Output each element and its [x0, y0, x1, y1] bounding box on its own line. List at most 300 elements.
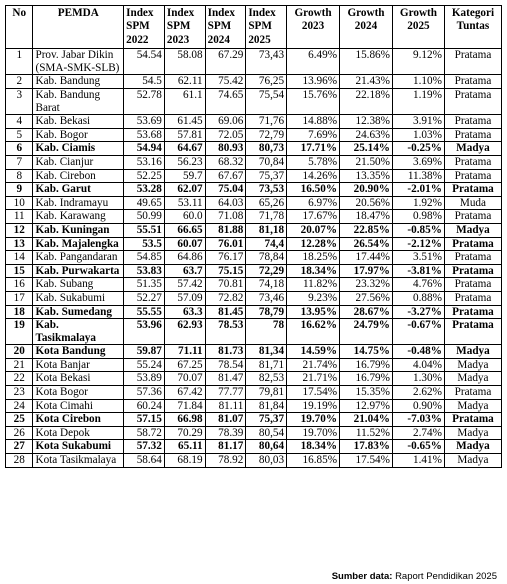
table-row	[6, 115, 502, 129]
cell-kategori: Pratama	[444, 128, 501, 142]
cell-growth-2025: 4.04%	[392, 358, 444, 372]
cell-growth-2024: 27.56%	[340, 291, 393, 305]
header-spm-2023: Index SPM 2023	[164, 6, 205, 49]
cell-growth-2025: -7.03%	[392, 413, 444, 427]
table-header	[6, 6, 502, 49]
cell-growth-2024: 11.52%	[340, 426, 393, 440]
cell-growth-2025: 11.38%	[392, 169, 444, 183]
cell-pemda: Kota Bogor	[33, 386, 124, 400]
cell-spm-2025: 80,73	[246, 142, 287, 156]
cell-spm-2022: 57.15	[124, 413, 165, 427]
cell-no: 15	[6, 264, 33, 278]
cell-no: 11	[6, 210, 33, 224]
cell-spm-2023: 66.65	[164, 223, 205, 237]
cell-growth-2025: 0.98%	[392, 210, 444, 224]
table-row	[6, 454, 502, 468]
cell-spm-2023: 62.07	[164, 183, 205, 197]
cell-spm-2025: 78	[246, 319, 287, 345]
cell-spm-2024: 76.01	[205, 237, 246, 251]
cell-kategori: Pratama	[444, 264, 501, 278]
cell-growth-2023: 6.97%	[287, 196, 340, 210]
cell-kategori: Pratama	[444, 237, 501, 251]
cell-no: 6	[6, 142, 33, 156]
table-row	[6, 264, 502, 278]
cell-spm-2025: 81,34	[246, 345, 287, 359]
cell-pemda: Kab. Purwakarta	[33, 264, 124, 278]
cell-spm-2022: 54.5	[124, 75, 165, 89]
cell-spm-2025: 76,25	[246, 75, 287, 89]
table-row	[6, 413, 502, 427]
cell-growth-2023: 14.59%	[287, 345, 340, 359]
cell-kategori: Pratama	[444, 169, 501, 183]
cell-spm-2024: 75.04	[205, 183, 246, 197]
cell-pemda: Kota Bekasi	[33, 372, 124, 386]
cell-no: 21	[6, 358, 33, 372]
cell-spm-2023: 59.7	[164, 169, 205, 183]
cell-no: 27	[6, 440, 33, 454]
cell-spm-2022: 53.69	[124, 115, 165, 129]
cell-pemda: Kab. Cianjur	[33, 155, 124, 169]
cell-growth-2025: 1.41%	[392, 454, 444, 468]
table-row	[6, 440, 502, 454]
cell-spm-2022: 54.54	[124, 49, 165, 75]
cell-spm-2024: 64.03	[205, 196, 246, 210]
cell-kategori: Pratama	[444, 251, 501, 265]
cell-pemda: Kab. Bogor	[33, 128, 124, 142]
cell-spm-2025: 72,79	[246, 128, 287, 142]
cell-kategori: Madya	[444, 358, 501, 372]
cell-spm-2024: 81.45	[205, 305, 246, 319]
header-kategori: Kategori Tuntas	[444, 6, 501, 49]
source-text: Raport Pendidikan 2025	[395, 571, 497, 582]
cell-spm-2022: 53.96	[124, 319, 165, 345]
cell-growth-2024: 17.44%	[340, 251, 393, 265]
cell-no: 8	[6, 169, 33, 183]
cell-kategori: Madya	[444, 454, 501, 468]
cell-spm-2025: 80,64	[246, 440, 287, 454]
cell-kategori: Pratama	[444, 291, 501, 305]
cell-growth-2024: 21.43%	[340, 75, 393, 89]
cell-kategori: Pratama	[444, 319, 501, 345]
cell-no: 7	[6, 155, 33, 169]
cell-no: 2	[6, 75, 33, 89]
cell-growth-2024: 23.32%	[340, 278, 393, 292]
cell-kategori: Pratama	[444, 386, 501, 400]
cell-kategori: Madya	[444, 372, 501, 386]
cell-no: 10	[6, 196, 33, 210]
cell-growth-2025: -0.67%	[392, 319, 444, 345]
cell-growth-2023: 15.76%	[287, 89, 340, 115]
cell-kategori: Madya	[444, 426, 501, 440]
table-row	[6, 386, 502, 400]
cell-spm-2023: 70.07	[164, 372, 205, 386]
cell-spm-2022: 54.85	[124, 251, 165, 265]
cell-pemda: Kab. Cirebon	[33, 169, 124, 183]
cell-growth-2023: 17.54%	[287, 386, 340, 400]
cell-growth-2023: 9.23%	[287, 291, 340, 305]
cell-pemda: Kab. Sukabumi	[33, 291, 124, 305]
header-pemda: PEMDA	[33, 6, 124, 49]
cell-spm-2024: 71.08	[205, 210, 246, 224]
cell-no: 13	[6, 237, 33, 251]
cell-spm-2022: 53.68	[124, 128, 165, 142]
cell-spm-2022: 58.72	[124, 426, 165, 440]
cell-no: 19	[6, 319, 33, 345]
cell-spm-2022: 55.24	[124, 358, 165, 372]
table-row	[6, 278, 502, 292]
cell-growth-2025: -2.01%	[392, 183, 444, 197]
cell-growth-2023: 20.07%	[287, 223, 340, 237]
cell-growth-2023: 16.50%	[287, 183, 340, 197]
table-row	[6, 251, 502, 265]
cell-kategori: Pratama	[444, 89, 501, 115]
cell-kategori: Pratama	[444, 278, 501, 292]
cell-growth-2024: 14.75%	[340, 345, 393, 359]
table-row	[6, 345, 502, 359]
cell-pemda: Kota Cirebon	[33, 413, 124, 427]
cell-spm-2025: 75,37	[246, 169, 287, 183]
table-row	[6, 426, 502, 440]
cell-pemda: Kota Tasikmalaya	[33, 454, 124, 468]
cell-spm-2023: 64.86	[164, 251, 205, 265]
cell-spm-2025: 71,78	[246, 210, 287, 224]
cell-spm-2025: 75,54	[246, 89, 287, 115]
cell-no: 26	[6, 426, 33, 440]
cell-growth-2023: 19.70%	[287, 413, 340, 427]
cell-spm-2024: 81.88	[205, 223, 246, 237]
cell-spm-2025: 81,18	[246, 223, 287, 237]
cell-spm-2022: 51.35	[124, 278, 165, 292]
cell-growth-2025: 0.90%	[392, 399, 444, 413]
cell-spm-2025: 80,03	[246, 454, 287, 468]
cell-growth-2024: 12.38%	[340, 115, 393, 129]
cell-growth-2025: 2.62%	[392, 386, 444, 400]
table-container	[5, 5, 502, 468]
cell-pemda: Kab. Sumedang	[33, 305, 124, 319]
cell-no: 24	[6, 399, 33, 413]
cell-spm-2024: 76.17	[205, 251, 246, 265]
cell-pemda: Kota Sukabumi	[33, 440, 124, 454]
table-row	[6, 210, 502, 224]
cell-spm-2024: 68.32	[205, 155, 246, 169]
cell-no: 17	[6, 291, 33, 305]
cell-spm-2023: 71.11	[164, 345, 205, 359]
cell-pemda: Kab. Karawang	[33, 210, 124, 224]
cell-kategori: Pratama	[444, 49, 501, 75]
cell-spm-2024: 78.39	[205, 426, 246, 440]
cell-spm-2024: 70.81	[205, 278, 246, 292]
cell-pemda: Kab. Ciamis	[33, 142, 124, 156]
cell-growth-2025: -3.81%	[392, 264, 444, 278]
cell-spm-2022: 60.24	[124, 399, 165, 413]
cell-spm-2024: 81.47	[205, 372, 246, 386]
cell-spm-2023: 71.84	[164, 399, 205, 413]
table-row	[6, 49, 502, 75]
cell-no: 20	[6, 345, 33, 359]
cell-spm-2023: 63.3	[164, 305, 205, 319]
cell-spm-2022: 57.36	[124, 386, 165, 400]
cell-growth-2023: 18.34%	[287, 440, 340, 454]
cell-growth-2025: 3.51%	[392, 251, 444, 265]
cell-spm-2023: 66.98	[164, 413, 205, 427]
cell-spm-2023: 65.11	[164, 440, 205, 454]
cell-kategori: Madya	[444, 345, 501, 359]
cell-growth-2024: 24.79%	[340, 319, 393, 345]
cell-kategori: Pratama	[444, 183, 501, 197]
table-row	[6, 237, 502, 251]
cell-spm-2023: 70.29	[164, 426, 205, 440]
cell-growth-2025: -2.12%	[392, 237, 444, 251]
table-row	[6, 75, 502, 89]
cell-spm-2024: 75.15	[205, 264, 246, 278]
cell-spm-2022: 53.89	[124, 372, 165, 386]
header-growth-2025: Growth 2025	[392, 6, 444, 49]
cell-no: 18	[6, 305, 33, 319]
cell-no: 16	[6, 278, 33, 292]
cell-spm-2025: 70,84	[246, 155, 287, 169]
cell-spm-2024: 75.42	[205, 75, 246, 89]
cell-pemda: Prov. Jabar Dikin (SMA-SMK-SLB)	[33, 49, 124, 75]
header-spm-2024: Index SPM 2024	[205, 6, 246, 49]
cell-spm-2023: 57.42	[164, 278, 205, 292]
cell-spm-2025: 73,46	[246, 291, 287, 305]
cell-growth-2023: 7.69%	[287, 128, 340, 142]
cell-spm-2025: 65,26	[246, 196, 287, 210]
cell-growth-2024: 12.97%	[340, 399, 393, 413]
header-no: No	[6, 6, 33, 49]
cell-growth-2023: 14.88%	[287, 115, 340, 129]
cell-spm-2022: 58.64	[124, 454, 165, 468]
cell-spm-2025: 71,76	[246, 115, 287, 129]
cell-spm-2022: 53.16	[124, 155, 165, 169]
cell-pemda: Kab. Bekasi	[33, 115, 124, 129]
cell-growth-2024: 21.04%	[340, 413, 393, 427]
cell-growth-2024: 16.79%	[340, 372, 393, 386]
table-row	[6, 358, 502, 372]
cell-growth-2025: 1.03%	[392, 128, 444, 142]
cell-spm-2022: 54.94	[124, 142, 165, 156]
cell-spm-2025: 78,84	[246, 251, 287, 265]
cell-growth-2024: 22.18%	[340, 89, 393, 115]
cell-spm-2022: 52.25	[124, 169, 165, 183]
cell-spm-2025: 73,43	[246, 49, 287, 75]
cell-pemda: Kab. Majalengka	[33, 237, 124, 251]
cell-pemda: Kota Bandung	[33, 345, 124, 359]
cell-growth-2025: 2.74%	[392, 426, 444, 440]
cell-spm-2023: 60.07	[164, 237, 205, 251]
cell-growth-2023: 19.70%	[287, 426, 340, 440]
cell-pemda: Kota Banjar	[33, 358, 124, 372]
cell-growth-2024: 25.14%	[340, 142, 393, 156]
cell-no: 22	[6, 372, 33, 386]
cell-spm-2025: 81,84	[246, 399, 287, 413]
cell-kategori: Madya	[444, 142, 501, 156]
header-growth-2023: Growth 2023	[287, 6, 340, 49]
cell-no: 1	[6, 49, 33, 75]
cell-growth-2023: 6.49%	[287, 49, 340, 75]
cell-spm-2024: 72.82	[205, 291, 246, 305]
cell-no: 14	[6, 251, 33, 265]
cell-growth-2023: 13.96%	[287, 75, 340, 89]
cell-kategori: Pratama	[444, 155, 501, 169]
cell-spm-2024: 81.11	[205, 399, 246, 413]
cell-spm-2024: 67.29	[205, 49, 246, 75]
cell-no: 25	[6, 413, 33, 427]
cell-no: 23	[6, 386, 33, 400]
cell-growth-2025: -3.27%	[392, 305, 444, 319]
cell-kategori: Pratama	[444, 75, 501, 89]
cell-no: 3	[6, 89, 33, 115]
cell-spm-2023: 62.93	[164, 319, 205, 345]
cell-spm-2022: 49.65	[124, 196, 165, 210]
source-footer	[332, 571, 497, 582]
cell-growth-2023: 16.85%	[287, 454, 340, 468]
cell-spm-2024: 81.73	[205, 345, 246, 359]
cell-growth-2025: 1.10%	[392, 75, 444, 89]
cell-spm-2025: 72,29	[246, 264, 287, 278]
cell-spm-2023: 58.08	[164, 49, 205, 75]
cell-no: 5	[6, 128, 33, 142]
table-row	[6, 155, 502, 169]
cell-growth-2023: 17.71%	[287, 142, 340, 156]
cell-spm-2025: 75,37	[246, 413, 287, 427]
cell-spm-2023: 60.0	[164, 210, 205, 224]
cell-spm-2025: 80,54	[246, 426, 287, 440]
cell-spm-2023: 61.45	[164, 115, 205, 129]
cell-spm-2025: 78,79	[246, 305, 287, 319]
cell-growth-2024: 20.56%	[340, 196, 393, 210]
cell-growth-2023: 12.28%	[287, 237, 340, 251]
table-row	[6, 291, 502, 305]
cell-growth-2023: 5.78%	[287, 155, 340, 169]
cell-spm-2022: 53.5	[124, 237, 165, 251]
cell-spm-2025: 73,53	[246, 183, 287, 197]
table-row	[6, 319, 502, 345]
cell-growth-2024: 17.97%	[340, 264, 393, 278]
cell-kategori: Pratama	[444, 210, 501, 224]
cell-kategori: Muda	[444, 196, 501, 210]
cell-kategori: Madya	[444, 399, 501, 413]
cell-spm-2023: 62.11	[164, 75, 205, 89]
table-row	[6, 128, 502, 142]
cell-growth-2025: -0.85%	[392, 223, 444, 237]
cell-no: 12	[6, 223, 33, 237]
cell-spm-2023: 53.11	[164, 196, 205, 210]
cell-spm-2022: 57.32	[124, 440, 165, 454]
cell-spm-2022: 55.55	[124, 305, 165, 319]
table-row	[6, 372, 502, 386]
cell-spm-2024: 81.17	[205, 440, 246, 454]
cell-spm-2025: 82,53	[246, 372, 287, 386]
cell-spm-2023: 57.81	[164, 128, 205, 142]
cell-spm-2023: 67.25	[164, 358, 205, 372]
table-row	[6, 305, 502, 319]
table-body	[6, 49, 502, 467]
cell-spm-2024: 80.93	[205, 142, 246, 156]
cell-pemda: Kab. Tasikmalaya	[33, 319, 124, 345]
cell-pemda: Kab. Bandung Barat	[33, 89, 124, 115]
cell-growth-2024: 24.63%	[340, 128, 393, 142]
cell-spm-2022: 52.27	[124, 291, 165, 305]
cell-growth-2025: 4.76%	[392, 278, 444, 292]
cell-pemda: Kab. Pangandaran	[33, 251, 124, 265]
cell-spm-2025: 74,4	[246, 237, 287, 251]
cell-spm-2023: 67.42	[164, 386, 205, 400]
cell-spm-2024: 78.53	[205, 319, 246, 345]
cell-pemda: Kota Cimahi	[33, 399, 124, 413]
table-row	[6, 196, 502, 210]
cell-growth-2024: 22.85%	[340, 223, 393, 237]
cell-no: 9	[6, 183, 33, 197]
cell-pemda: Kab. Bandung	[33, 75, 124, 89]
cell-no: 4	[6, 115, 33, 129]
table-row	[6, 89, 502, 115]
table-row	[6, 223, 502, 237]
cell-spm-2023: 56.23	[164, 155, 205, 169]
table-row	[6, 169, 502, 183]
cell-spm-2024: 69.06	[205, 115, 246, 129]
cell-spm-2024: 67.67	[205, 169, 246, 183]
cell-growth-2024: 26.54%	[340, 237, 393, 251]
cell-growth-2025: 3.69%	[392, 155, 444, 169]
cell-kategori: Pratama	[444, 115, 501, 129]
cell-spm-2024: 77.77	[205, 386, 246, 400]
cell-spm-2022: 53.28	[124, 183, 165, 197]
cell-growth-2023: 16.62%	[287, 319, 340, 345]
cell-growth-2024: 15.35%	[340, 386, 393, 400]
cell-growth-2025: 0.88%	[392, 291, 444, 305]
header-spm-2025: Index SPM 2025	[246, 6, 287, 49]
cell-spm-2025: 81,71	[246, 358, 287, 372]
header-row	[6, 6, 502, 49]
cell-growth-2025: -0.65%	[392, 440, 444, 454]
cell-growth-2024: 13.35%	[340, 169, 393, 183]
source-label: Sumber data:	[331, 571, 393, 582]
cell-pemda: Kab. Garut	[33, 183, 124, 197]
cell-growth-2025: 3.91%	[392, 115, 444, 129]
cell-growth-2023: 21.71%	[287, 372, 340, 386]
cell-growth-2023: 14.26%	[287, 169, 340, 183]
header-growth-2024: Growth 2024	[340, 6, 393, 49]
cell-growth-2023: 11.82%	[287, 278, 340, 292]
cell-spm-2022: 55.51	[124, 223, 165, 237]
cell-growth-2025: 1.19%	[392, 89, 444, 115]
cell-growth-2025: 1.92%	[392, 196, 444, 210]
cell-growth-2023: 18.25%	[287, 251, 340, 265]
table-row	[6, 399, 502, 413]
cell-growth-2024: 17.54%	[340, 454, 393, 468]
cell-spm-2024: 72.05	[205, 128, 246, 142]
cell-spm-2023: 68.19	[164, 454, 205, 468]
cell-spm-2023: 57.09	[164, 291, 205, 305]
cell-kategori: Pratama	[444, 413, 501, 427]
cell-growth-2023: 13.95%	[287, 305, 340, 319]
table-row	[6, 183, 502, 197]
cell-spm-2022: 52.78	[124, 89, 165, 115]
cell-spm-2024: 78.54	[205, 358, 246, 372]
cell-spm-2025: 74,18	[246, 278, 287, 292]
cell-kategori: Madya	[444, 223, 501, 237]
cell-growth-2023: 21.74%	[287, 358, 340, 372]
cell-spm-2023: 64.67	[164, 142, 205, 156]
cell-growth-2024: 21.50%	[340, 155, 393, 169]
cell-spm-2022: 53.83	[124, 264, 165, 278]
cell-growth-2024: 16.79%	[340, 358, 393, 372]
cell-kategori: Pratama	[444, 305, 501, 319]
table-row	[6, 142, 502, 156]
cell-pemda: Kab. Indramayu	[33, 196, 124, 210]
cell-spm-2022: 59.87	[124, 345, 165, 359]
